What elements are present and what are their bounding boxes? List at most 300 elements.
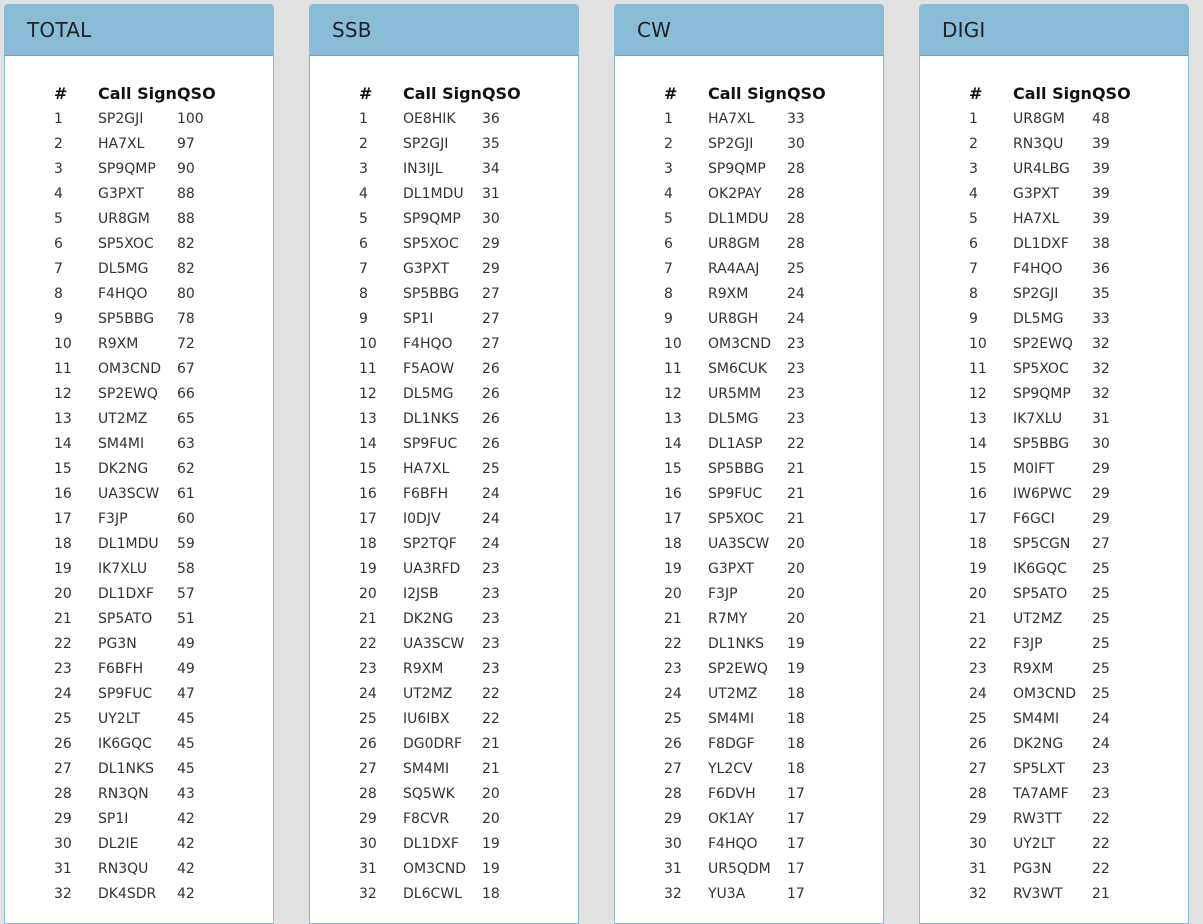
qso-count-cell: 17	[786, 785, 805, 802]
rank-cell: 3	[359, 160, 368, 177]
qso-count-cell: 20	[786, 610, 805, 627]
rank-cell: 6	[54, 235, 63, 252]
table-row	[350, 431, 532, 456]
qso-count-cell: 27	[1091, 535, 1110, 552]
qso-count-cell: 18	[481, 885, 500, 902]
table-row	[655, 731, 837, 756]
rank-cell: 29	[54, 810, 72, 827]
qso-count-cell: 43	[176, 785, 195, 802]
rank-cell: 27	[359, 760, 377, 777]
call-sign-cell: SP2GJI	[708, 135, 754, 152]
qso-count-cell: 28	[786, 185, 805, 202]
table-row	[45, 856, 227, 881]
qso-count-cell: 20	[786, 535, 805, 552]
rank-cell: 20	[969, 585, 987, 602]
rank-cell: 9	[969, 310, 978, 327]
call-sign-cell: IK6GQC	[98, 735, 152, 752]
call-sign-cell: OM3CND	[1013, 685, 1077, 702]
table-row	[45, 206, 227, 231]
table-row	[655, 331, 837, 356]
rank-cell: 8	[969, 285, 978, 302]
rank-cell: 7	[969, 260, 978, 277]
qso-count-cell: 28	[786, 210, 805, 227]
table-row	[960, 431, 1142, 456]
qso-count-cell: 24	[786, 310, 805, 327]
table-row	[45, 306, 227, 331]
call-sign-cell: DL1DXF	[403, 835, 459, 852]
call-sign-cell: RN3QN	[98, 785, 149, 802]
rank-cell: 29	[359, 810, 377, 827]
call-sign-cell: DL5MG	[708, 410, 759, 427]
call-sign-cell: DL5MG	[403, 385, 454, 402]
call-sign-cell: DG0DRF	[403, 735, 463, 752]
panel-ssb	[309, 4, 579, 924]
rank-cell: 25	[54, 710, 72, 727]
qso-count-cell: 23	[786, 335, 805, 352]
table-row	[960, 556, 1142, 581]
rank-cell: 14	[54, 435, 72, 452]
table-row	[350, 656, 532, 681]
call-sign-cell: SP9QMP	[1013, 385, 1071, 402]
rank-cell: 15	[359, 460, 377, 477]
rank-cell: 3	[54, 160, 63, 177]
rank-cell: 20	[54, 585, 72, 602]
table-row	[45, 656, 227, 681]
rank-cell: 16	[359, 485, 377, 502]
qso-count-cell: 33	[1091, 310, 1110, 327]
table-row	[350, 756, 532, 781]
table-row	[350, 331, 532, 356]
qso-count-cell: 22	[1091, 835, 1110, 852]
rank-cell: 14	[664, 435, 682, 452]
call-sign-cell: R9XM	[403, 660, 444, 677]
qso-count-cell: 90	[176, 160, 195, 177]
table-row	[655, 206, 837, 231]
table-row	[960, 731, 1142, 756]
rank-cell: 24	[359, 685, 377, 702]
call-sign-cell: SP1I	[403, 310, 434, 327]
call-sign-cell: DL1NKS	[403, 410, 460, 427]
rank-cell: 1	[359, 110, 368, 127]
qso-count-cell: 36	[481, 110, 500, 127]
table-row	[655, 556, 837, 581]
table-row	[655, 856, 837, 881]
table-row	[45, 731, 227, 756]
rank-cell: 21	[54, 610, 72, 627]
table-row	[960, 306, 1142, 331]
table-row	[960, 506, 1142, 531]
call-sign-cell: SM6CUK	[708, 360, 768, 377]
call-sign-cell: G3PXT	[98, 185, 145, 202]
column-header-number: #	[969, 83, 983, 103]
rank-cell: 22	[664, 635, 682, 652]
rank-cell: 18	[359, 535, 377, 552]
table-row	[350, 731, 532, 756]
call-sign-cell: SP2EWQ	[1013, 335, 1073, 352]
qso-count-cell: 23	[481, 635, 500, 652]
rank-cell: 13	[664, 410, 682, 427]
rank-cell: 1	[664, 110, 673, 127]
table-row	[960, 331, 1142, 356]
table-row	[350, 381, 532, 406]
call-sign-cell: HA7XL	[1013, 210, 1060, 227]
qso-count-cell: 42	[176, 885, 195, 902]
call-sign-cell: SP2EWQ	[98, 385, 158, 402]
panel-header	[5, 5, 273, 56]
rank-cell: 11	[54, 360, 72, 377]
rank-cell: 4	[54, 185, 63, 202]
qso-count-cell: 23	[481, 585, 500, 602]
table-row	[960, 581, 1142, 606]
call-sign-cell: F4HQO	[1013, 260, 1063, 277]
rank-cell: 13	[359, 410, 377, 427]
call-sign-cell: F8CVR	[403, 810, 450, 827]
table-row	[960, 806, 1142, 831]
table-row	[960, 856, 1142, 881]
rank-cell: 21	[664, 610, 682, 627]
column-header-call-sign: Call Sign	[98, 83, 177, 103]
call-sign-cell: R7MY	[708, 610, 748, 627]
rank-cell: 19	[664, 560, 682, 577]
call-sign-cell: SP2EWQ	[708, 660, 768, 677]
rank-cell: 31	[969, 860, 987, 877]
call-sign-cell: F6DVH	[708, 785, 756, 802]
rank-cell: 16	[54, 485, 72, 502]
table-row	[960, 656, 1142, 681]
table-row	[350, 681, 532, 706]
call-sign-cell: RN3QU	[1013, 135, 1064, 152]
table-row	[960, 831, 1142, 856]
table-row	[45, 681, 227, 706]
rank-cell: 12	[359, 385, 377, 402]
rank-cell: 12	[664, 385, 682, 402]
qso-count-cell: 25	[481, 460, 500, 477]
rank-cell: 10	[664, 335, 682, 352]
qso-count-cell: 72	[176, 335, 195, 352]
table-row	[45, 156, 227, 181]
rank-cell: 32	[359, 885, 377, 902]
rank-cell: 10	[359, 335, 377, 352]
qso-count-cell: 31	[1091, 410, 1110, 427]
qso-count-cell: 48	[1091, 110, 1110, 127]
qso-count-cell: 23	[481, 660, 500, 677]
call-sign-cell: SP1I	[98, 810, 129, 827]
call-sign-cell: SP2GJI	[98, 110, 144, 127]
rank-cell: 11	[969, 360, 987, 377]
call-sign-cell: UA3RFD	[403, 560, 461, 577]
table-row	[350, 831, 532, 856]
qso-count-cell: 29	[1091, 460, 1110, 477]
rank-cell: 22	[54, 635, 72, 652]
table-row	[350, 231, 532, 256]
call-sign-cell: SP5ATO	[1013, 585, 1068, 602]
qso-count-cell: 17	[786, 860, 805, 877]
rank-cell: 17	[664, 510, 682, 527]
call-sign-cell: SP5XOC	[98, 235, 154, 252]
table-row	[45, 231, 227, 256]
qso-count-cell: 65	[176, 410, 195, 427]
call-sign-cell: OE8HIK	[403, 110, 456, 127]
qso-count-cell: 20	[481, 810, 500, 827]
rank-cell: 3	[664, 160, 673, 177]
table-row	[960, 631, 1142, 656]
call-sign-cell: SM4MI	[708, 710, 755, 727]
qso-count-cell: 39	[1091, 210, 1110, 227]
call-sign-cell: SP5LXT	[1013, 760, 1065, 777]
rank-cell: 29	[664, 810, 682, 827]
qso-count-cell: 49	[176, 635, 195, 652]
qso-count-cell: 39	[1091, 135, 1110, 152]
qso-count-cell: 67	[176, 360, 195, 377]
qso-count-cell: 23	[481, 560, 500, 577]
rank-cell: 28	[969, 785, 987, 802]
qso-count-cell: 21	[481, 760, 500, 777]
qso-count-cell: 22	[1091, 810, 1110, 827]
call-sign-cell: HA7XL	[708, 110, 755, 127]
call-sign-cell: DK2NG	[403, 610, 454, 627]
rank-cell: 10	[969, 335, 987, 352]
qso-count-cell: 66	[176, 385, 195, 402]
qso-count-cell: 21	[481, 735, 500, 752]
table-row	[45, 356, 227, 381]
rank-cell: 24	[969, 685, 987, 702]
rank-cell: 24	[664, 685, 682, 702]
rank-cell: 4	[664, 185, 673, 202]
table-row	[350, 256, 532, 281]
call-sign-cell: UA3SCW	[403, 635, 465, 652]
call-sign-cell: SM4MI	[98, 435, 145, 452]
column-header-qso: QSO	[1091, 83, 1131, 103]
table-row	[960, 881, 1142, 906]
qso-count-cell: 25	[1091, 610, 1110, 627]
qso-count-cell: 21	[786, 510, 805, 527]
table-row	[350, 306, 532, 331]
rank-cell: 13	[969, 410, 987, 427]
table-row	[655, 431, 837, 456]
rank-cell: 31	[664, 860, 682, 877]
call-sign-cell: SP5ATO	[98, 610, 153, 627]
table-row	[960, 181, 1142, 206]
call-sign-cell: DL6CWL	[403, 885, 462, 902]
call-sign-cell: HA7XL	[98, 135, 145, 152]
column-header-number: #	[54, 83, 68, 103]
table-header-row	[350, 80, 532, 106]
table-row	[655, 681, 837, 706]
call-sign-cell: UR8GM	[98, 210, 150, 227]
rank-cell: 14	[359, 435, 377, 452]
table-row	[655, 456, 837, 481]
qso-count-cell: 33	[786, 110, 805, 127]
rank-cell: 32	[664, 885, 682, 902]
qso-count-cell: 38	[1091, 235, 1110, 252]
rank-cell: 27	[969, 760, 987, 777]
call-sign-cell: R9XM	[98, 335, 139, 352]
call-sign-cell: UR8GM	[1013, 110, 1065, 127]
call-sign-cell: F3JP	[708, 585, 738, 602]
qso-count-cell: 26	[481, 385, 500, 402]
qso-count-cell: 30	[1091, 435, 1110, 452]
table-row	[960, 356, 1142, 381]
qso-count-cell: 18	[786, 735, 805, 752]
table-row	[45, 581, 227, 606]
qso-count-cell: 24	[786, 285, 805, 302]
rank-cell: 27	[664, 760, 682, 777]
qso-count-cell: 21	[786, 485, 805, 502]
panel-header	[310, 5, 578, 56]
rank-cell: 25	[969, 710, 987, 727]
rank-cell: 11	[359, 360, 377, 377]
column-header-call-sign: Call Sign	[1013, 83, 1092, 103]
rank-cell: 23	[54, 660, 72, 677]
qso-count-cell: 26	[481, 360, 500, 377]
table-row	[350, 281, 532, 306]
qso-count-cell: 80	[176, 285, 195, 302]
call-sign-cell: RV3WT	[1013, 885, 1063, 902]
rank-cell: 7	[664, 260, 673, 277]
table-row	[350, 406, 532, 431]
table-row	[960, 256, 1142, 281]
table-row	[960, 456, 1142, 481]
qso-count-cell: 18	[786, 710, 805, 727]
qso-count-cell: 25	[1091, 585, 1110, 602]
rank-cell: 6	[664, 235, 673, 252]
rank-cell: 22	[359, 635, 377, 652]
call-sign-cell: DL2IE	[98, 835, 139, 852]
table-row	[45, 181, 227, 206]
qso-count-cell: 29	[1091, 510, 1110, 527]
rank-cell: 28	[664, 785, 682, 802]
call-sign-cell: SP9QMP	[98, 160, 156, 177]
qso-count-cell: 18	[786, 685, 805, 702]
table-row	[655, 231, 837, 256]
rank-cell: 21	[359, 610, 377, 627]
rank-cell: 28	[359, 785, 377, 802]
rank-cell: 18	[54, 535, 72, 552]
table-row	[655, 781, 837, 806]
qso-count-cell: 61	[176, 485, 195, 502]
qso-count-cell: 39	[1091, 185, 1110, 202]
call-sign-cell: SP5BBG	[708, 460, 765, 477]
call-sign-cell: F6BFH	[403, 485, 449, 502]
call-sign-cell: SP2GJI	[1013, 285, 1059, 302]
table-row	[655, 531, 837, 556]
table-row	[960, 381, 1142, 406]
table-row	[960, 406, 1142, 431]
qso-count-cell: 27	[481, 285, 500, 302]
call-sign-cell: F4HQO	[98, 285, 148, 302]
table-row	[45, 256, 227, 281]
table-row	[655, 656, 837, 681]
rank-cell: 19	[54, 560, 72, 577]
table-row	[45, 831, 227, 856]
rank-cell: 5	[969, 210, 978, 227]
table-row	[350, 181, 532, 206]
call-sign-cell: UR8GM	[708, 235, 760, 252]
qso-count-cell: 57	[176, 585, 195, 602]
call-sign-cell: SP5BBG	[1013, 435, 1070, 452]
call-sign-cell: IN3IJL	[403, 160, 443, 177]
rank-cell: 23	[969, 660, 987, 677]
table-row	[45, 506, 227, 531]
qso-count-cell: 32	[1091, 385, 1110, 402]
call-sign-cell: G3PXT	[1013, 185, 1060, 202]
call-sign-cell: UT2MZ	[1013, 610, 1063, 627]
rank-cell: 4	[359, 185, 368, 202]
table-row	[655, 631, 837, 656]
rank-cell: 19	[969, 560, 987, 577]
call-sign-cell: IW6PWC	[1013, 485, 1072, 502]
table-row	[350, 481, 532, 506]
call-sign-cell: F5AOW	[403, 360, 455, 377]
rank-cell: 18	[664, 535, 682, 552]
call-sign-cell: OM3CND	[708, 335, 772, 352]
column-header-qso: QSO	[786, 83, 826, 103]
rank-cell: 17	[54, 510, 72, 527]
stats-table	[45, 80, 227, 906]
table-row	[45, 431, 227, 456]
call-sign-cell: I2JSB	[403, 585, 439, 602]
rank-cell: 4	[969, 185, 978, 202]
table-row	[960, 681, 1142, 706]
qso-count-cell: 27	[481, 335, 500, 352]
call-sign-cell: DL5MG	[98, 260, 149, 277]
qso-count-cell: 30	[786, 135, 805, 152]
rank-cell: 1	[54, 110, 63, 127]
table-row	[45, 806, 227, 831]
qso-count-cell: 59	[176, 535, 195, 552]
rank-cell: 30	[969, 835, 987, 852]
rank-cell: 3	[969, 160, 978, 177]
table-row	[45, 556, 227, 581]
call-sign-cell: IK7XLU	[98, 560, 148, 577]
qso-count-cell: 17	[786, 835, 805, 852]
table-row	[45, 381, 227, 406]
qso-count-cell: 24	[1091, 735, 1110, 752]
qso-count-cell: 18	[786, 760, 805, 777]
call-sign-cell: SP9FUC	[403, 435, 458, 452]
panel-title: TOTAL	[27, 18, 92, 42]
call-sign-cell: DL1DXF	[1013, 235, 1069, 252]
qso-count-cell: 19	[786, 660, 805, 677]
rank-cell: 32	[54, 885, 72, 902]
qso-count-cell: 49	[176, 660, 195, 677]
table-row	[350, 106, 532, 131]
rank-cell: 8	[54, 285, 63, 302]
rank-cell: 9	[359, 310, 368, 327]
call-sign-cell: DL1NKS	[98, 760, 155, 777]
qso-count-cell: 22	[786, 435, 805, 452]
qso-count-cell: 19	[481, 860, 500, 877]
table-row	[655, 106, 837, 131]
call-sign-cell: DK4SDR	[98, 885, 157, 902]
table-row	[350, 356, 532, 381]
table-row	[350, 456, 532, 481]
table-row	[655, 481, 837, 506]
call-sign-cell: G3PXT	[708, 560, 755, 577]
qso-count-cell: 30	[481, 210, 500, 227]
rank-cell: 14	[969, 435, 987, 452]
call-sign-cell: UT2MZ	[403, 685, 453, 702]
rank-cell: 26	[54, 735, 72, 752]
qso-count-cell: 24	[481, 485, 500, 502]
table-row	[655, 881, 837, 906]
rank-cell: 10	[54, 335, 72, 352]
table-row	[960, 106, 1142, 131]
table-header-row	[45, 80, 227, 106]
call-sign-cell: SP9FUC	[98, 685, 153, 702]
qso-count-cell: 23	[786, 410, 805, 427]
table-row	[655, 581, 837, 606]
